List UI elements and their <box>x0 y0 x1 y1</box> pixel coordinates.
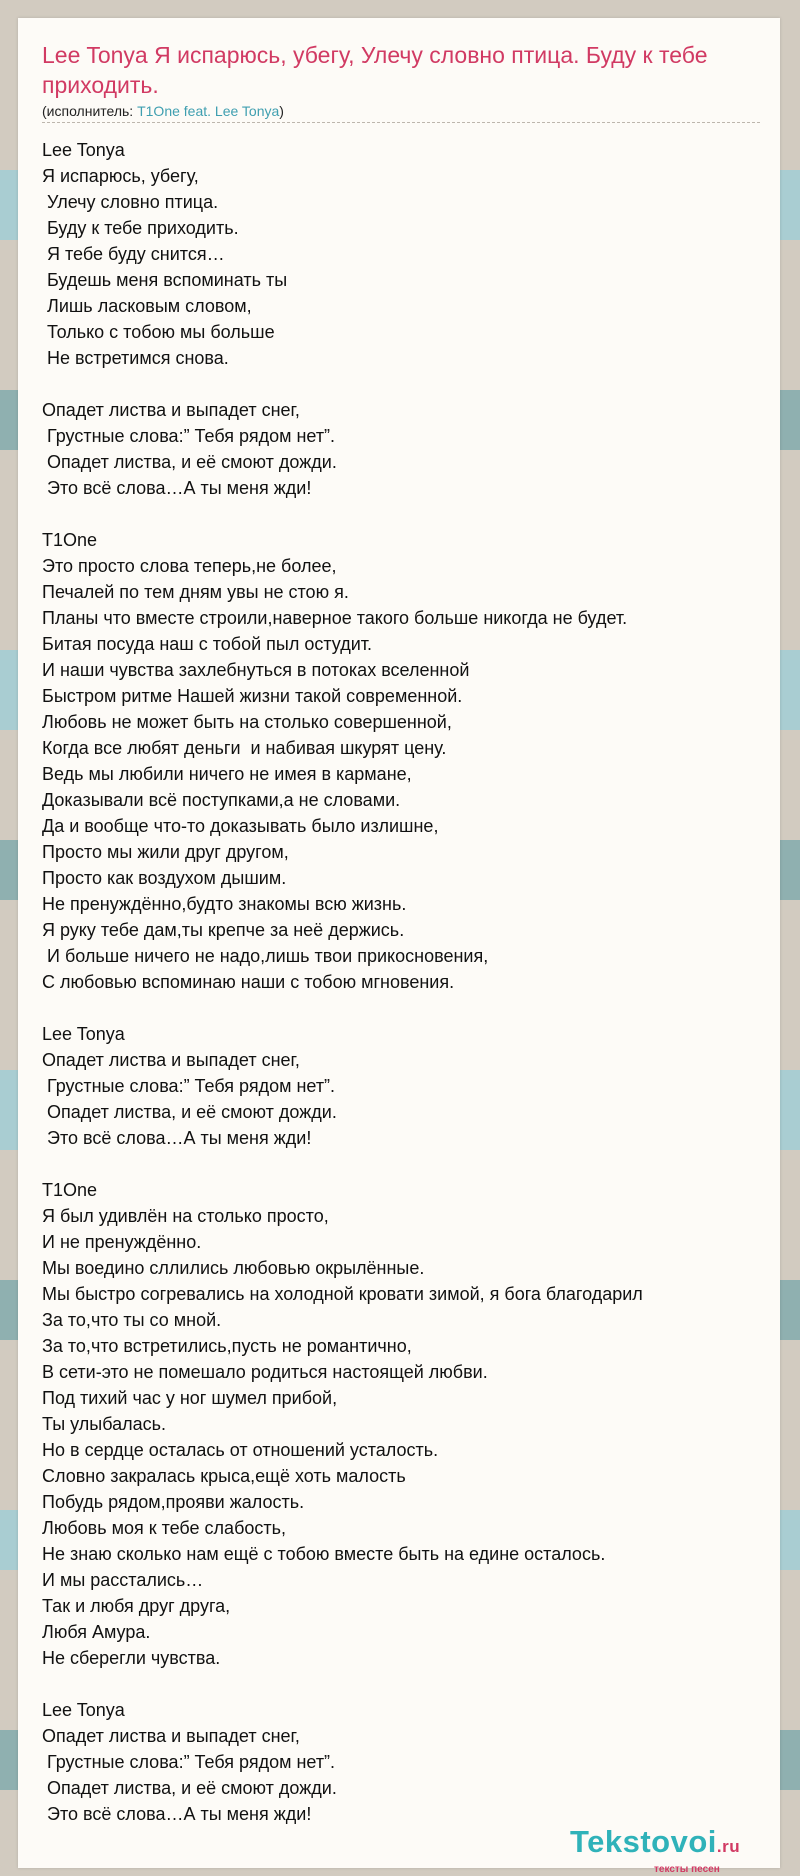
lyric-line: Это всё слова…А ты меня жди! <box>42 1804 312 1824</box>
lyric-line <box>42 371 778 397</box>
lyric-line: Просто мы жили друг другом, <box>42 842 289 862</box>
lyric-line: Lee Tonya <box>42 140 125 160</box>
lyric-line <box>42 501 778 527</box>
lyric-line: Просто как воздухом дышим. <box>42 868 287 888</box>
lyric-line: Битая посуда наш с тобой пыл остудит. <box>42 634 373 654</box>
lyric-line: Я тебе буду снится… <box>42 244 225 264</box>
credit-suffix: ) <box>279 103 284 119</box>
lyric-line: И наши чувства захлебнуться в потоках вселенной <box>42 660 470 680</box>
lyric-line: T1One <box>42 530 98 550</box>
lyric-line: Быстром ритме Нашей жизни такой современной. <box>42 686 463 706</box>
lyric-line: Грустные слова:” Тебя рядом нет”. <box>42 426 336 446</box>
lyric-line: Улечу словно птица. <box>42 192 219 212</box>
lyric-line: Но в сердце осталась от отношений усталость. <box>42 1440 439 1460</box>
lyric-line: Lee Tonya <box>42 1700 125 1720</box>
lyric-line: Не знаю сколько нам ещё с тобою вместе быть на едине осталось. <box>42 1544 606 1564</box>
lyric-line: Грустные слова:” Тебя рядом нет”. <box>42 1076 336 1096</box>
lyric-line: Печалей по тем дням увы не стою я. <box>42 582 349 602</box>
lyric-line <box>42 1151 778 1177</box>
lyric-line: Опадет листва, и её смоют дожди. <box>42 1102 337 1122</box>
artist-link[interactable]: T1One feat. Lee Tonya <box>137 103 280 119</box>
lyric-line: Любя Амура. <box>42 1622 151 1642</box>
lyric-line: Не пренуждённо,будто знакомы всю жизнь. <box>42 894 407 914</box>
lyric-line: Опадет листва и выпадет снег, <box>42 400 300 420</box>
lyric-line: Да и вообще что-то доказывать было излишне, <box>42 816 439 836</box>
lyric-line: В сети-это не помешало родиться настоящей любви. <box>42 1362 488 1382</box>
lyric-line: Я испарюсь, убегу, <box>42 166 199 186</box>
lyric-line <box>42 995 778 1021</box>
lyric-line: Это просто слова теперь,не более, <box>42 556 337 576</box>
lyric-line: Не сберегли чувства. <box>42 1648 221 1668</box>
lyric-line: Словно закралась крыса,ещё хоть малость <box>42 1466 406 1486</box>
lyric-line: И больше ничего не надо,лишь твои прикосновения, <box>42 946 489 966</box>
lyric-line: Опадет листва и выпадет снег, <box>42 1050 300 1070</box>
lyric-line: Это всё слова…А ты меня жди! <box>42 1128 312 1148</box>
lyric-line: С любовью вспоминаю наши с тобою мгновения. <box>42 972 455 992</box>
lyric-line: Ты улыбалась. <box>42 1414 166 1434</box>
lyric-line: Не встретимся снова. <box>42 348 229 368</box>
lyric-line: Lee Tonya <box>42 1024 125 1044</box>
logo-tld: .ru <box>716 1837 741 1856</box>
lyric-line: Ведь мы любили ничего не имея в кармане, <box>42 764 412 784</box>
lyric-line: Буду к тебе приходить. <box>42 218 239 238</box>
lyric-line: Планы что вместе строили,наверное такого больше никогда не будет. <box>42 608 628 628</box>
lyric-line: Любовь не может быть на столько совершенной, <box>42 712 452 732</box>
lyric-line: Доказывали всё поступками,а не словами. <box>42 790 401 810</box>
lyric-line: Только с тобою мы больше <box>42 322 275 342</box>
lyric-line: Опадет листва, и её смоют дожди. <box>42 1778 337 1798</box>
credit-prefix: (исполнитель: <box>42 103 138 119</box>
lyric-line: Это всё слова…А ты меня жди! <box>42 478 312 498</box>
logo-tagline: тексты песен <box>654 1864 720 1875</box>
lyric-line: Так и любя друг друга, <box>42 1596 231 1616</box>
lyrics-card <box>18 18 780 1875</box>
lyric-line: Под тихий час у ног шумел прибой, <box>42 1388 338 1408</box>
lyric-line: За то,что ты со мной. <box>42 1310 222 1330</box>
lyric-line: Лишь ласковым словом, <box>42 296 252 316</box>
lyric-line <box>42 1671 778 1697</box>
logo-name: Tekstovoi <box>570 1824 717 1859</box>
lyric-line: Я был удивлён на столько просто, <box>42 1206 329 1226</box>
lyric-line: Любовь моя к тебе слабость, <box>42 1518 287 1538</box>
lyric-line: За то,что встретились,пусть не романтично, <box>42 1336 412 1356</box>
lyric-line: Опадет листва, и её смоют дожди. <box>42 452 337 472</box>
title-divider <box>42 122 760 123</box>
lyric-line: Мы быстро согревались на холодной кровати зимой, я бога благодарил <box>42 1284 643 1304</box>
lyric-line: Когда все любят деньги и набивая шкурят цену. <box>42 738 447 758</box>
lyric-line: Побудь рядом,прояви жалость. <box>42 1492 305 1512</box>
lyric-line: И не пренуждённо. <box>42 1232 202 1252</box>
lyric-line: И мы расстались… <box>42 1570 204 1590</box>
lyric-line: Мы воедино сллились любовью окрылённые. <box>42 1258 425 1278</box>
artist-credit <box>42 102 284 120</box>
lyric-line: Будешь меня вспоминать ты <box>42 270 288 290</box>
lyric-line: T1One <box>42 1180 98 1200</box>
lyric-line: Грустные слова:” Тебя рядом нет”. <box>42 1752 336 1772</box>
site-logo[interactable] <box>570 1824 740 1860</box>
page-title: Lee Tonya Я испарюсь, убегу, Улечу словно птица. Буду к тебе приходить. <box>42 42 708 98</box>
lyric-line: Я руку тебе дам,ты крепче за неё держись. <box>42 920 405 940</box>
lyric-line: Опадет листва и выпадет снег, <box>42 1726 300 1746</box>
lyrics-text <box>42 137 778 1827</box>
